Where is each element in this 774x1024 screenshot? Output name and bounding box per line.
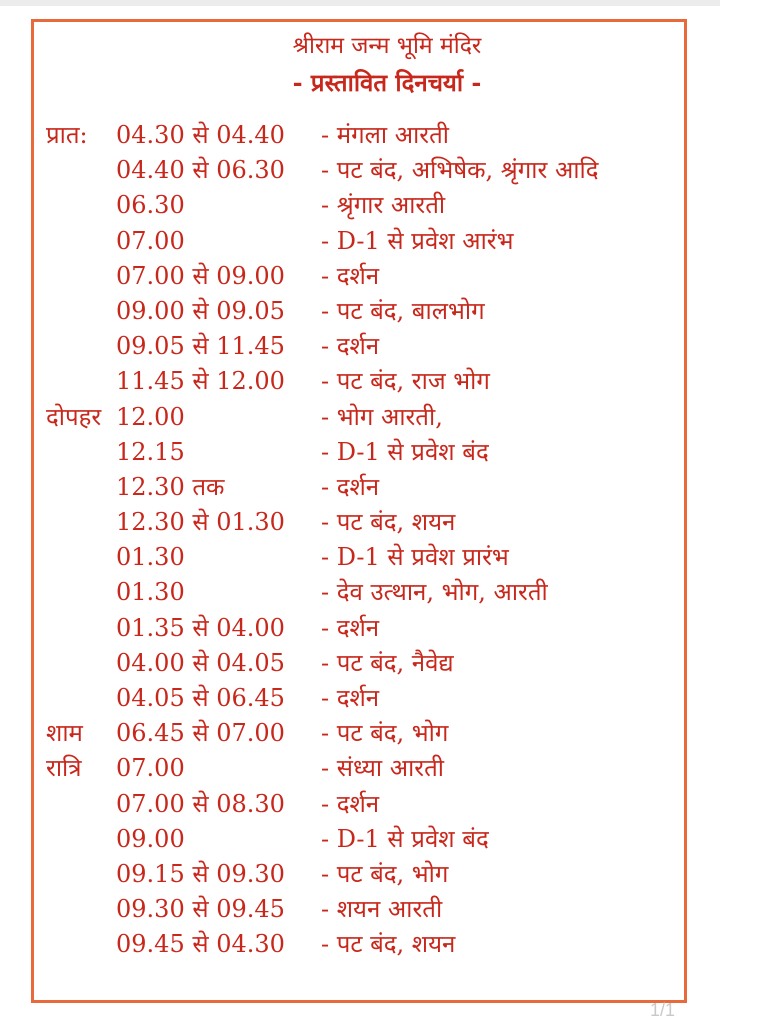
time-range: 04.05 से 06.45 — [116, 684, 285, 712]
activity-text: - पट बंद, अभिषेक, श्रृंगार आदि — [321, 156, 599, 185]
schedule-row — [46, 681, 676, 716]
activity-text: - संध्या आरती — [321, 754, 444, 783]
time-range: 07.00 — [116, 226, 185, 255]
time-range: 11.45 से 12.00 — [116, 367, 285, 396]
time-range: 06.45 से 07.00 — [116, 719, 285, 748]
document-subtitle: - प्रस्तावित दिनचर्या - — [292, 68, 482, 97]
schedule-row — [46, 892, 676, 927]
activity-text: - D-1 से प्रवेश बंद — [321, 437, 489, 466]
time-range: 01.30 — [116, 543, 185, 572]
time-range: 09.00 से 09.05 — [116, 296, 285, 325]
activity-text: - दर्शन — [321, 472, 380, 501]
schedule-row — [46, 118, 676, 153]
period-label: दोपहर — [46, 402, 102, 431]
schedule-row — [46, 505, 676, 540]
time-range: 07.00 से 09.00 — [116, 261, 285, 290]
activity-text: - D-1 से प्रवेश बंद — [321, 824, 489, 853]
schedule-row — [46, 575, 676, 610]
schedule-row — [46, 751, 676, 786]
activity-text: - मंगला आरती — [321, 121, 449, 149]
time-range: 09.05 से 11.45 — [116, 332, 285, 361]
schedule-row — [46, 153, 676, 188]
schedule-row — [46, 716, 676, 751]
time-range: 06.30 — [116, 191, 185, 220]
activity-text: - पट बंद, भोग — [321, 719, 449, 748]
period-label: रात्रि — [46, 754, 82, 783]
time-range: 07.00 — [116, 754, 185, 783]
schedule-row — [46, 329, 676, 364]
activity-text: - पट बंद, राज भोग — [321, 367, 490, 396]
activity-text: - दर्शन — [321, 261, 380, 290]
time-range: 12.15 — [116, 437, 185, 466]
period-label: प्रात: — [46, 121, 88, 149]
schedule-row — [46, 400, 676, 435]
top-bar — [0, 0, 720, 6]
activity-text: - पट बंद, भोग — [321, 859, 449, 888]
activity-text: - श्रृंगार आरती — [321, 191, 446, 220]
schedule-row — [46, 857, 676, 892]
schedule-row — [46, 927, 676, 962]
time-range: 04.30 से 04.40 — [116, 121, 285, 149]
page-indicator: 1/1 — [650, 1000, 676, 1020]
schedule-row — [46, 470, 676, 505]
time-range: 09.00 — [116, 824, 185, 853]
schedule-row — [46, 259, 676, 294]
time-range: 12.30 से 01.30 — [116, 508, 285, 537]
activity-text: - पट बंद, बालभोग — [321, 296, 485, 325]
activity-text: - दर्शन — [321, 789, 380, 818]
activity-text: - दर्शन — [321, 684, 380, 712]
activity-text: - D-1 से प्रवेश आरंभ — [321, 226, 514, 255]
schedule-row — [46, 646, 676, 681]
time-range: 07.00 से 08.30 — [116, 789, 285, 818]
schedule-row — [46, 364, 676, 399]
period-label: शाम — [46, 719, 83, 748]
time-range: 09.45 से 04.30 — [116, 930, 285, 959]
schedule-row — [46, 540, 676, 575]
schedule-row — [46, 435, 676, 470]
schedule-row — [46, 787, 676, 822]
time-range: 09.30 से 09.45 — [116, 895, 285, 924]
time-range: 09.15 से 09.30 — [116, 859, 285, 888]
schedule-list — [46, 118, 676, 963]
activity-text: - पट बंद, नैवेद्य — [321, 648, 454, 677]
schedule-row — [46, 294, 676, 329]
time-range: 04.00 से 04.05 — [116, 648, 285, 677]
activity-text: - D-1 से प्रवेश प्रारंभ — [321, 543, 509, 572]
time-range: 01.35 से 04.00 — [116, 613, 285, 642]
activity-text: - शयन आरती — [321, 895, 443, 924]
activity-text: - देव उत्थान, भोग, आरती — [321, 578, 548, 607]
time-range: 12.30 तक — [116, 472, 225, 501]
time-range: 04.40 से 06.30 — [116, 156, 285, 185]
time-range: 12.00 — [116, 402, 185, 431]
schedule-row — [46, 188, 676, 223]
schedule-row — [46, 611, 676, 646]
activity-text: - पट बंद, शयन — [321, 930, 456, 959]
activity-text: - दर्शन — [321, 613, 380, 642]
schedule-row — [46, 822, 676, 857]
activity-text: - भोग आरती, — [321, 402, 443, 431]
time-range: 01.30 — [116, 578, 185, 607]
document-title: श्रीराम जन्म भूमि मंदिर — [292, 33, 482, 59]
activity-text: - पट बंद, शयन — [321, 508, 456, 537]
schedule-row — [46, 224, 676, 259]
activity-text: - दर्शन — [321, 332, 380, 361]
